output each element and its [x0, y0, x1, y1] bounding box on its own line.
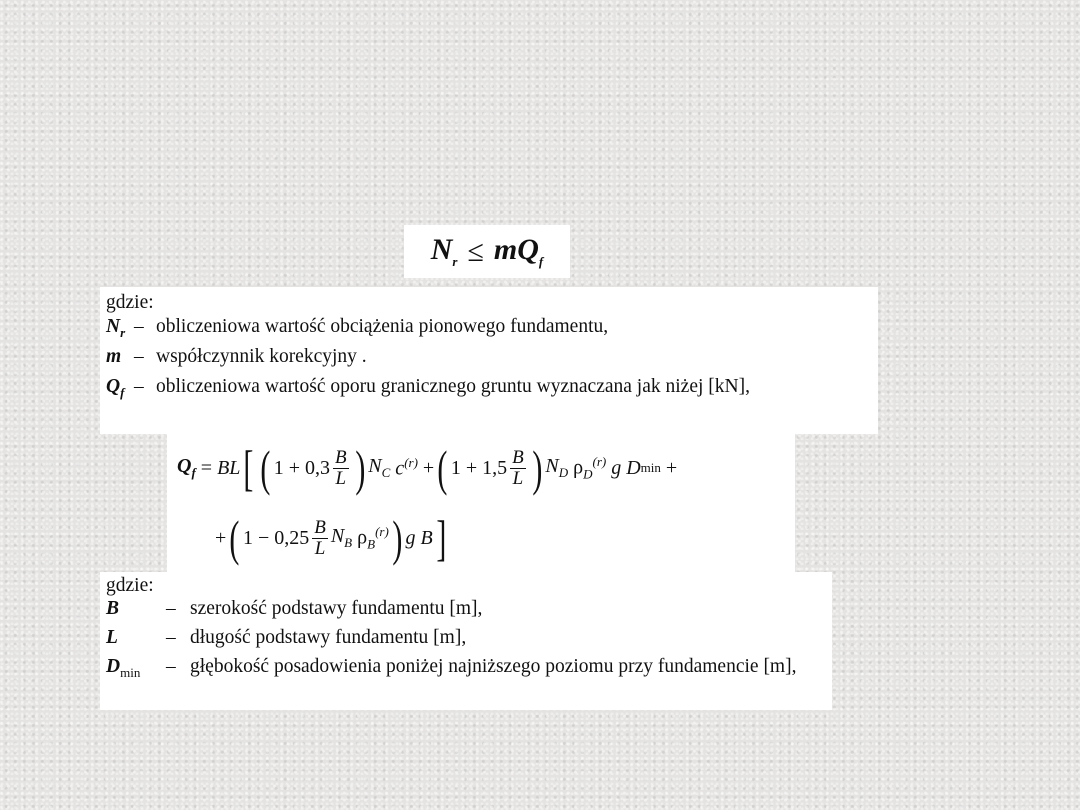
definition-item: $N_r$ – obliczeniowa wartość obciążenia pionowego fundamentu,	[106, 316, 609, 340]
definitions-heading: gdzie:	[106, 575, 154, 596]
definition-item: $D_{min}$ – głębokość posadowienia poniżej najniższego poziomu przy fundamencie [m],	[106, 655, 797, 680]
definition-item: $Q_f$ – obliczeniowa wartość oporu granicznego gruntu wyznaczana jak niżej [kN],	[106, 375, 750, 400]
lhs: $N_r$	[430, 233, 458, 269]
definition-item: m – współczynnik korekcyjny .	[106, 345, 367, 367]
definition-item: L – długość podstawy fundamentu [m],	[106, 626, 467, 648]
formula-line-1: $Q_f$ = BL [ ( 1 + 0,3 $\frac{B}{L}$ ) $N_C$ $c^{(r)}$ + ( 1 + 1,5 $\frac{B}{L}$ ) $N_D$ $\rho_D^{(r)}$ g D min +	[177, 440, 678, 496]
definition-item: B – szerokość podstawy fundamentu [m],	[106, 598, 483, 619]
fraction-b-over-l: $\frac{B}{L}$	[512, 446, 524, 489]
bearing-capacity-formula	[167, 433, 795, 575]
formula-line-2: + ( 1 − 0,25 $\frac{B}{L}$ $N_B$ $\rho_B^{(r)}$ ) g B ]	[215, 510, 446, 566]
fraction-b-over-l: $\frac{B}{L}$	[335, 446, 347, 489]
fraction-b-over-l: $\frac{B}{L}$	[314, 516, 326, 559]
rhs: $mQ_f$	[493, 233, 544, 269]
definitions-block-2	[100, 572, 832, 710]
definitions-block-1	[100, 287, 878, 434]
definitions-heading: gdzie:	[106, 292, 154, 313]
operator: ≤	[467, 234, 484, 268]
main-condition-formula	[404, 225, 570, 278]
